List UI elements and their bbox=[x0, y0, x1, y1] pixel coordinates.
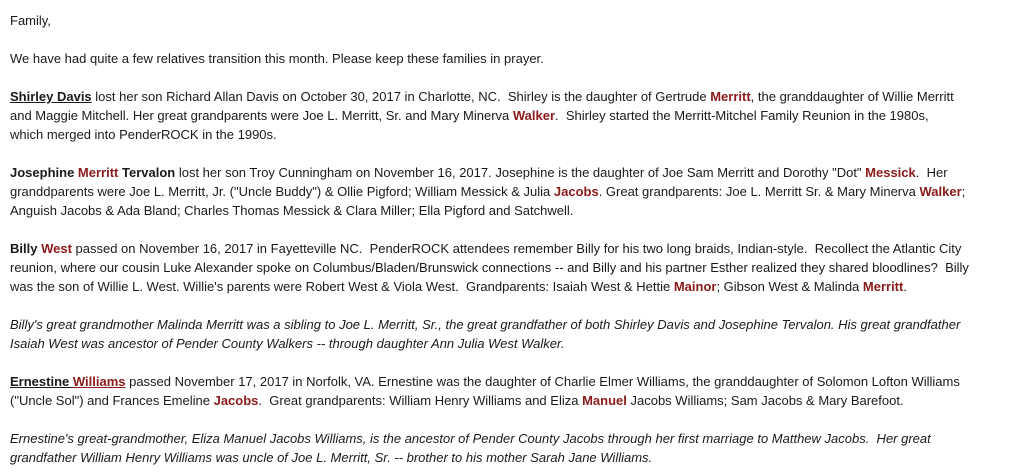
spacer bbox=[10, 410, 1010, 429]
paragraph-billy-west bbox=[10, 239, 1010, 296]
paragraph-line bbox=[10, 391, 1010, 410]
paragraph-line bbox=[10, 182, 1010, 201]
paragraph-line: Anguish Jacobs & Ada Bland; Charles Thomas Messick & Clara Miller; Ella Pigford and Satchwell. bbox=[10, 203, 574, 218]
spacer bbox=[10, 353, 1010, 372]
paragraph-line: which merged into PenderROCK in the 1990s. bbox=[10, 127, 277, 142]
text-run: . Shirley started the Merritt-Mitchel Family Reunion in the 1980s, bbox=[555, 108, 929, 123]
person-name: Billy bbox=[10, 241, 42, 256]
spacer bbox=[10, 30, 1010, 49]
text-run: . bbox=[903, 279, 907, 294]
intro-text: We have had quite a few relatives transition this month. Please keep these families in prayer. bbox=[10, 51, 544, 66]
paragraph-line bbox=[10, 277, 1010, 296]
paragraph-shirley-davis bbox=[10, 87, 1010, 144]
paragraph-billy-note bbox=[10, 315, 1010, 353]
paragraph-line bbox=[10, 163, 1010, 182]
surname-highlight: Williams bbox=[72, 374, 126, 389]
surname-highlight: Walker bbox=[919, 184, 962, 199]
text-run: . Great grandparents: Joe L. Merritt Sr. & Mary Minerva bbox=[598, 184, 920, 199]
surname-highlight: Merritt bbox=[77, 165, 119, 180]
spacer bbox=[10, 144, 1010, 163]
text-run: , the granddaughter of Willie Merritt bbox=[750, 89, 954, 104]
text-run: lost her son Richard Allan Davis on October 30, 2017 in Charlotte, NC. Shirley is the daughter of Gertrude bbox=[91, 89, 711, 104]
greeting: Family, bbox=[10, 13, 51, 28]
text-run: lost her son Troy Cunningham on November 16, 2017. Josephine is the daughter of Joe Sam Merritt and Dorothy "Dot" bbox=[175, 165, 866, 180]
spacer bbox=[10, 220, 1010, 239]
text-run: passed on November 16, 2017 in Fayetteville NC. PenderROCK attendees remember Billy for his two long braids, Indian-style. Recollect the Atlantic City bbox=[71, 241, 962, 256]
spacer bbox=[10, 296, 1010, 315]
text-run: Jacobs Williams; Sam Jacobs & Mary Barefoot. bbox=[626, 393, 904, 408]
paragraph-line bbox=[10, 372, 1010, 391]
text-run: granddparents were Joe L. Merritt, Jr. ("Uncle Buddy") & Ollie Pigford; William Messick & Julia bbox=[10, 184, 554, 199]
surname-highlight: West bbox=[41, 241, 72, 256]
text-run: and Maggie Mitchell. Her great grandparents were Joe L. Merritt, Sr. and Mary Minerva bbox=[10, 108, 513, 123]
text-run: . Great grandparents: William Henry Williams and Eliza bbox=[258, 393, 583, 408]
person-name: Josephine bbox=[10, 165, 78, 180]
spacer bbox=[10, 68, 1010, 87]
paragraph-line: Isaiah West was ancestor of Pender County Walkers -- through daughter Ann Julia West Walker. bbox=[10, 336, 565, 351]
person-name: Shirley Davis bbox=[10, 89, 92, 104]
email-body bbox=[10, 11, 1010, 467]
text-run: ; Gibson West & Malinda bbox=[716, 279, 863, 294]
text-run: was the son of Willie L. West. Willie's parents were Robert West & Viola West. Grandparents: Isaiah West & Hettie bbox=[10, 279, 674, 294]
surname-highlight: Merritt bbox=[862, 279, 904, 294]
paragraph-line bbox=[10, 239, 1010, 258]
text-run: ("Uncle Sol") and Frances Emeline bbox=[10, 393, 214, 408]
surname-highlight: Merritt bbox=[710, 89, 751, 104]
surname-highlight: Jacobs bbox=[553, 184, 599, 199]
surname-highlight: Walker bbox=[512, 108, 556, 123]
paragraph-line bbox=[10, 106, 1010, 125]
surname-highlight: Jacobs bbox=[213, 393, 259, 408]
surname-highlight: Manuel bbox=[582, 393, 627, 408]
paragraph-line: reunion, where our cousin Luke Alexander spoke on Columbus/Bladen/Brunswick connections -- and Billy and his partner Esther realized they shared bloodlines? Billy bbox=[10, 260, 969, 275]
paragraph-ernestine-williams bbox=[10, 372, 1010, 410]
paragraph-line: Billy's great grandmother Malinda Merritt was a sibling to Joe L. Merritt, Sr., the great grandfather of both Shirley Davis and Josephine Tervalon. His great grandfather bbox=[10, 317, 961, 332]
text-run: . Her bbox=[915, 165, 948, 180]
text-run: passed November 17, 2017 in Norfolk, VA. Ernestine was the daughter of Charlie Elmer Williams, the granddaughter of Solomon Lofton Williams bbox=[125, 374, 960, 389]
paragraph-line bbox=[10, 87, 1010, 106]
surname-highlight: Mainor bbox=[673, 279, 717, 294]
paragraph-ernestine-note bbox=[10, 429, 1010, 467]
surname-highlight: Messick bbox=[865, 165, 916, 180]
paragraph-josephine-tervalon bbox=[10, 163, 1010, 220]
person-name: Tervalon bbox=[118, 165, 176, 180]
paragraph-line: grandfather William Henry Williams was uncle of Joe L. Merritt, Sr. -- brother to his mother Sarah Jane Williams. bbox=[10, 450, 653, 465]
person-name: Ernestine bbox=[10, 374, 73, 389]
text-run: ; bbox=[961, 184, 966, 199]
paragraph-line: Ernestine's great-grandmother, Eliza Manuel Jacobs Williams, is the ancestor of Pender County Jacobs through her first marriage to Matthew Jacobs. Her great bbox=[10, 431, 931, 446]
